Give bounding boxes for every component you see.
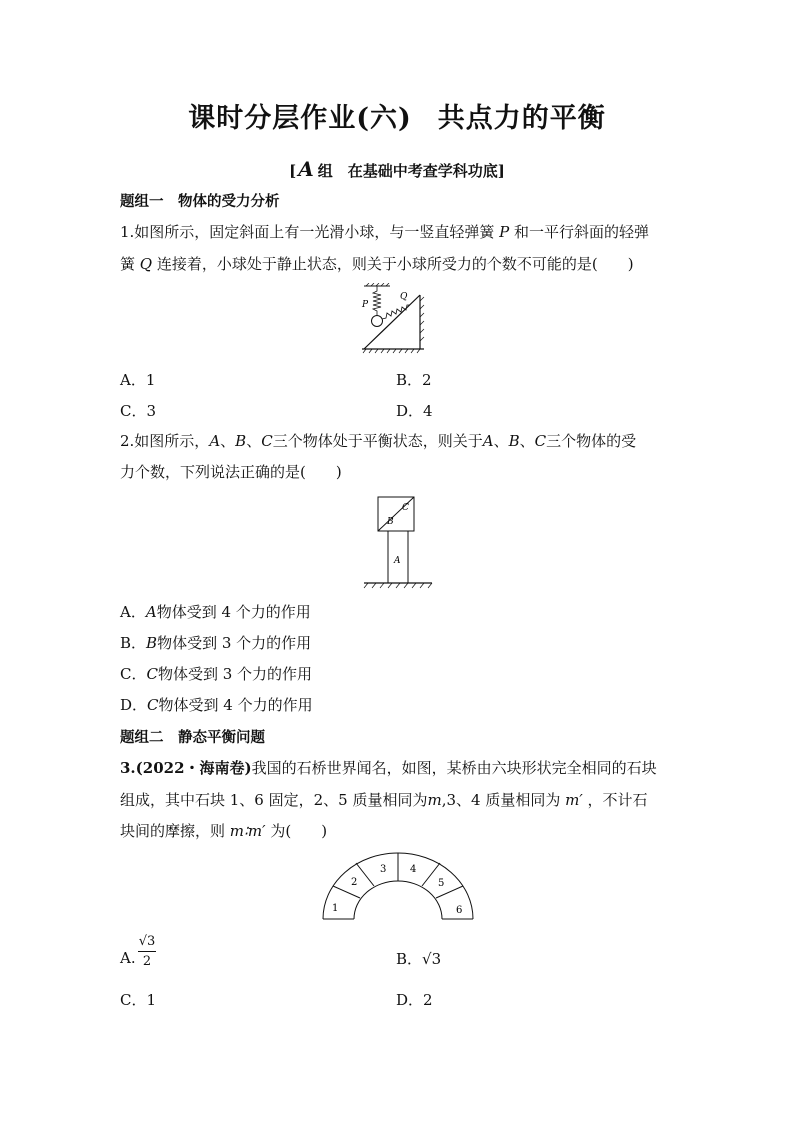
q1-option-c: C．3 <box>120 402 157 420</box>
group-text: 组 在基础中考查学科功底 <box>317 162 498 180</box>
q2-option-c: C．C物体受到 3 个力的作用 <box>120 665 313 683</box>
bracket-open: [ <box>289 162 297 180</box>
page-title <box>0 96 794 135</box>
title-main: 课时分层作业(六) <box>188 103 412 134</box>
q2-option-a: A．A物体受到 4 个力的作用 <box>120 603 311 621</box>
q3-line3: 块间的摩擦，则 m∶m′ 为( ) <box>120 822 328 840</box>
fraction-denominator: 2 <box>142 954 152 969</box>
q3-option-b: B．√3 <box>396 950 442 968</box>
q3-line1: 3.(2022・海南卷)我国的石桥世界闻名，如图，某桥由六块形状完全相同的石块 <box>120 759 657 777</box>
q2-line1: 2.如图所示，A、B、C三个物体处于平衡状态，则关于A、B、C三个物体的受 <box>120 432 637 450</box>
block-label-1: 1 <box>332 903 339 914</box>
fig-label-q: Q <box>400 292 408 302</box>
fig-label-c: C <box>402 503 409 513</box>
group-subtitle <box>0 157 794 181</box>
fig-label-a: A <box>394 556 401 566</box>
stone-arch-figure <box>318 850 478 922</box>
block-label-3: 3 <box>380 864 387 875</box>
q3-option-c: C．1 <box>120 991 157 1009</box>
q1-option-a: A．1 <box>120 371 156 389</box>
q1-option-d: D．4 <box>396 402 433 420</box>
q1-option-b: B．2 <box>396 371 432 389</box>
incline-spring-figure <box>358 283 438 355</box>
fig-label-p: P <box>362 300 369 310</box>
block-label-2: 2 <box>351 877 358 888</box>
q2-line2: 力个数，下列说法正确的是( ) <box>120 463 342 481</box>
title-sub: 共点力的平衡 <box>437 103 606 134</box>
q1-line1: 1.如图所示，固定斜面上有一光滑小球，与一竖直轻弹簧 P 和一平行斜面的轻弹 <box>120 223 649 241</box>
q2-option-b: B．B物体受到 3 个力的作用 <box>120 634 312 652</box>
bracket-close: ] <box>497 162 505 180</box>
block-label-6: 6 <box>456 905 463 916</box>
q1-line2: 簧 Q 连接着，小球处于静止状态，则关于小球所受力的个数不可能的是( ) <box>120 255 634 273</box>
fig-label-b: B <box>387 517 394 527</box>
q3-line2: 组成，其中石块 1、6 固定，2、5 质量相同为m,3、4 质量相同为 m′ ，不计石 <box>120 791 648 809</box>
fraction-numerator: √3 <box>138 933 156 952</box>
group-badge: A <box>298 157 314 181</box>
block-label-5: 5 <box>438 878 445 889</box>
q3-option-d: D．2 <box>396 991 433 1009</box>
q2-option-d: D．C物体受到 4 个力的作用 <box>120 696 313 714</box>
stacked-blocks-figure <box>360 493 436 589</box>
section-heading-2: 题组二 静态平衡问题 <box>120 729 265 746</box>
block-label-4: 4 <box>410 864 417 875</box>
section-heading-1: 题组一 物体的受力分析 <box>120 193 280 210</box>
